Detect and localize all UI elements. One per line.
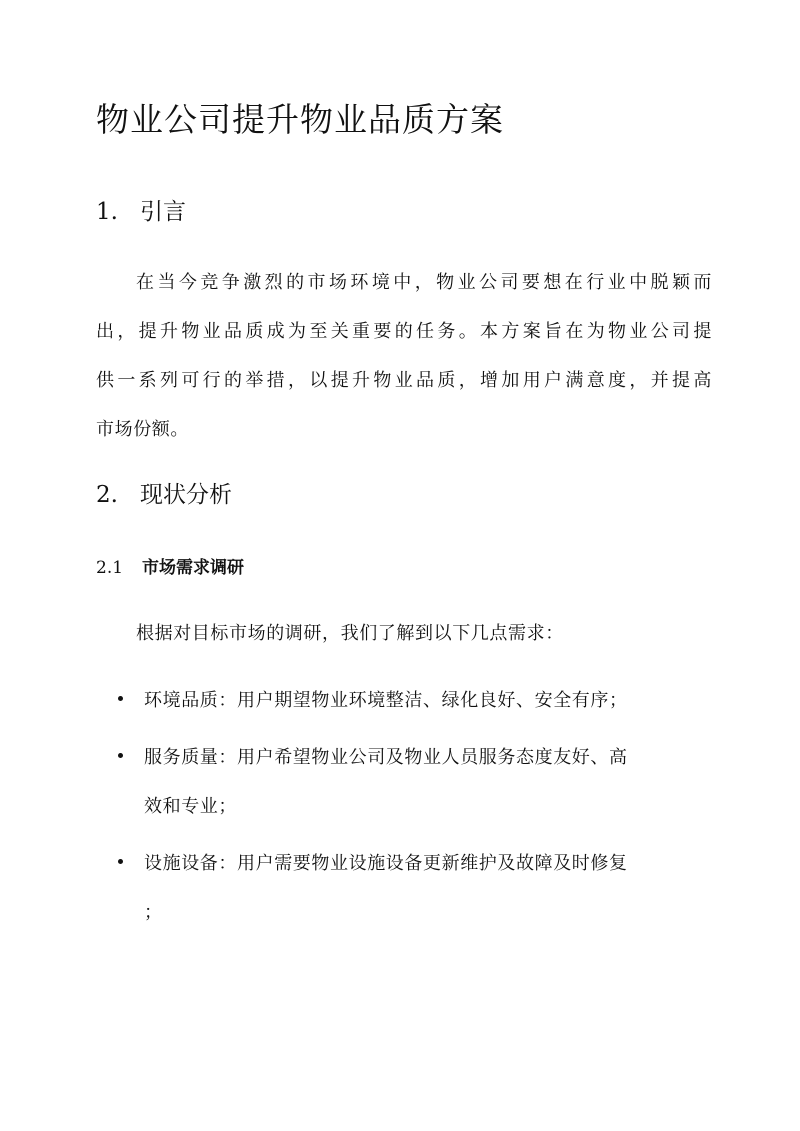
section-2-title: 现状分析	[140, 482, 232, 508]
document-title: 物业公司提升物业品质方案	[96, 100, 504, 139]
bullet-icon	[118, 859, 123, 864]
section-1-heading	[96, 196, 186, 228]
paragraph-line: 供一系列可行的举措，以提升物业品质，增加用户满意度，并提高	[96, 370, 712, 391]
paragraph-line: 出，提升物业品质成为至关重要的任务。本方案旨在为物业公司提	[96, 321, 712, 342]
bullet-text: ；	[144, 902, 163, 923]
section-1-paragraph	[96, 258, 712, 454]
paragraph-line: 市场份额。	[96, 419, 189, 440]
subsection-2-1-title: 市场需求调研	[142, 558, 244, 578]
bullet-text: 设施设备：用户需要物业设施设备更新维护及故障及时修复	[144, 853, 628, 874]
paragraph-line: 在当今竞争激烈的市场环境中，物业公司要想在行业中脱颖而	[136, 272, 712, 293]
section-2-number: 2.	[96, 482, 118, 508]
bullet-icon	[118, 696, 123, 701]
subsection-2-1-heading	[96, 556, 244, 580]
bullet-text: 环境品质：用户期望物业环境整洁、绿化良好、安全有序；	[144, 690, 628, 711]
list-item	[118, 733, 698, 831]
subsection-2-1-intro: 根据对目标市场的调研，我们了解到以下几点需求：	[136, 623, 564, 644]
section-1-title: 引言	[140, 199, 186, 225]
list-item	[118, 839, 698, 937]
bullet-text: 效和专业；	[144, 796, 237, 817]
section-1-number: 1.	[96, 199, 118, 225]
needs-bullet-list	[118, 676, 698, 945]
subsection-2-1-number: 2.1	[96, 558, 124, 578]
bullet-icon	[118, 753, 123, 758]
bullet-text: 服务质量：用户希望物业公司及物业人员服务态度友好、高	[144, 747, 628, 768]
section-2-heading	[96, 479, 232, 511]
list-item	[118, 676, 698, 725]
